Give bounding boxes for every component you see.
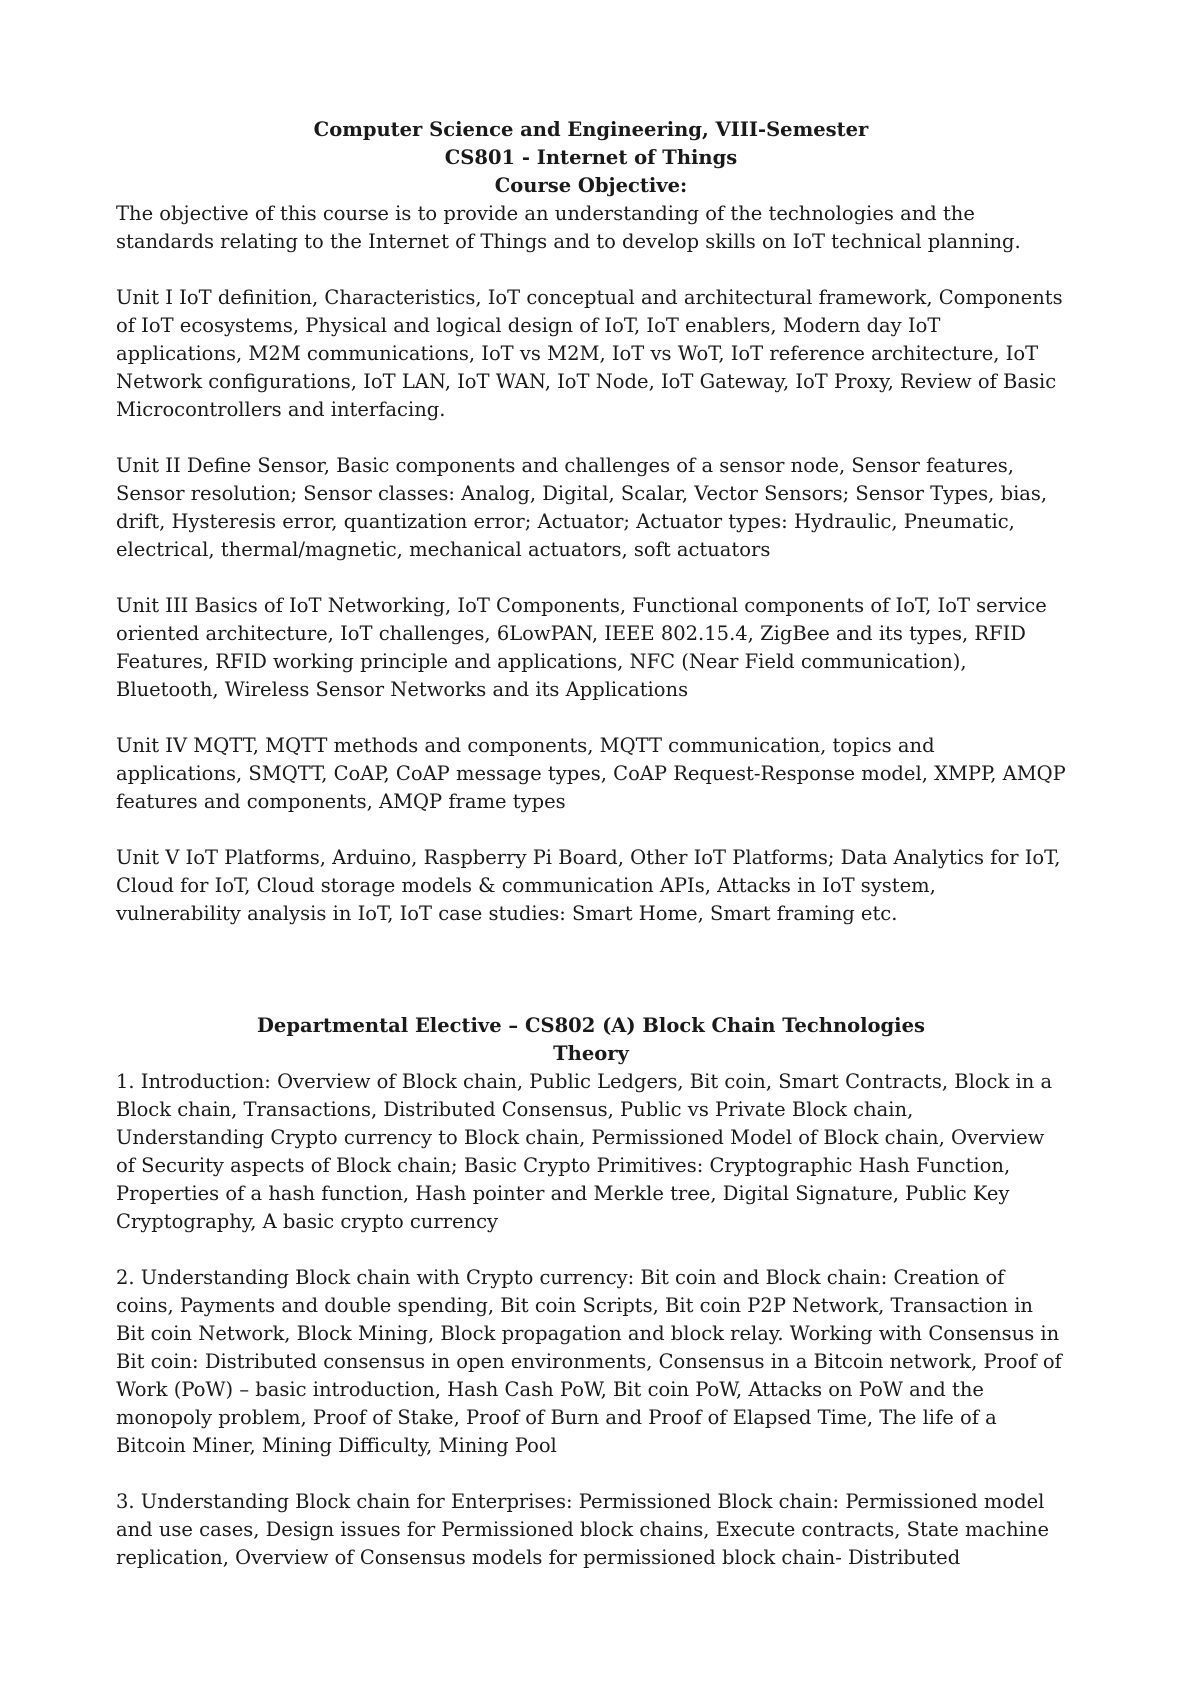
elective-item-1: 1. Introduction: Overview of Block chain, Public Ledgers, Bit coin, Smart Contracts, Block in a Block chain, Transactions, Distributed Consensus, Public vs Private Block chain, Understanding Crypto currency to Block chain, Permissioned Model of Block chain, Overview of Security aspects of Block chain; Basic Crypto Primitives: Cryptographic Hash Function, Properties of a hash function, Hash pointer and Merkle tree, Digital Signature, Public Key Cryptography, A basic crypto currency [116, 1070, 1053, 1233]
elective-item-2: 2. Understanding Block chain with Crypto currency: Bit coin and Block chain: Creation of coins, Payments and double spending, Bit coin Scripts, Bit coin P2P Network, Transaction in Bit coin Network, Block Mining, Block propagation and block relay. Working with Consensus in Bit coin: Distributed consensus in open environments, Consensus in a Bitcoin network, Proof of Work (PoW) – basic introduction, Hash Cash PoW, Bit coin PoW, Attacks on PoW and the monopoly problem, Proof of Stake, Proof of Burn and Proof of Elapsed Time, The life of a Bitcoin Miner, Mining Difficulty, Mining Pool [116, 1266, 1062, 1457]
elective-item-3: 3. Understanding Block chain for Enterprises: Permissioned Block chain: Permissioned model and use cases, Design issues for Permissioned block chains, Execute contracts, State machine replication, Overview of Consensus models for permissioned block chain- Distributed [116, 1490, 1049, 1569]
unit-2-text: Unit II Define Sensor, Basic components and challenges of a sensor node, Sensor features, Sensor resolution; Sensor classes: Analog, Digital, Scalar, Vector Sensors; Sensor Types, bias, drift, Hysteresis error, quantization error; Actuator; Actuator types: Hydraulic, Pneumatic, electrical, thermal/magnetic, mechanical actuators, soft actuators [116, 454, 1048, 561]
course-header-title: CS801 - Internet of Things [444, 146, 738, 169]
elective-header-theory: Theory [553, 1042, 629, 1065]
course-objective-text: The objective of this course is to provide an understanding of the technologies and the standards relating to the Internet of Things and to develop skills on IoT technical planning. [116, 202, 1021, 253]
course-objective-heading: Course Objective: [494, 174, 688, 197]
unit-3-text: Unit III Basics of IoT Networking, IoT Components, Functional components of IoT, IoT service oriented architecture, IoT challenges, 6LowPAN, IEEE 802.15.4, ZigBee and its types, RFID Features, RFID working principle and applications, NFC (Near Field communication), Bluetooth, Wireless Sensor Networks and its Applications [116, 594, 1047, 701]
elective-header-title: Departmental Elective – CS802 (A) Block Chain Technologies [257, 1014, 925, 1037]
unit-5-text: Unit V IoT Platforms, Arduino, Raspberry Pi Board, Other IoT Platforms; Data Analytics for IoT, Cloud for IoT, Cloud storage models & communication APIs, Attacks in IoT system, vulnerability analysis in IoT, IoT case studies: Smart Home, Smart framing etc. [116, 846, 1061, 925]
unit-1-text: Unit I IoT definition, Characteristics, IoT conceptual and architectural framework, Components of IoT ecosystems, Physical and logical design of IoT, IoT enablers, Modern day IoT applications, M2M communications, IoT vs M2M, IoT vs WoT, IoT reference architecture, IoT Network configurations, IoT LAN, IoT WAN, IoT Node, IoT Gateway, IoT Proxy, Review of Basic Microcontrollers and interfacing. [116, 286, 1063, 421]
unit-4-text: Unit IV MQTT, MQTT methods and components, MQTT communication, topics and applications, SMQTT, CoAP, CoAP message types, CoAP Request-Response model, XMPP, AMQP features and components, AMQP frame types [116, 734, 1066, 813]
course-header-program: Computer Science and Engineering, VIII-Semester [313, 118, 869, 141]
document-content [116, 116, 1066, 1572]
